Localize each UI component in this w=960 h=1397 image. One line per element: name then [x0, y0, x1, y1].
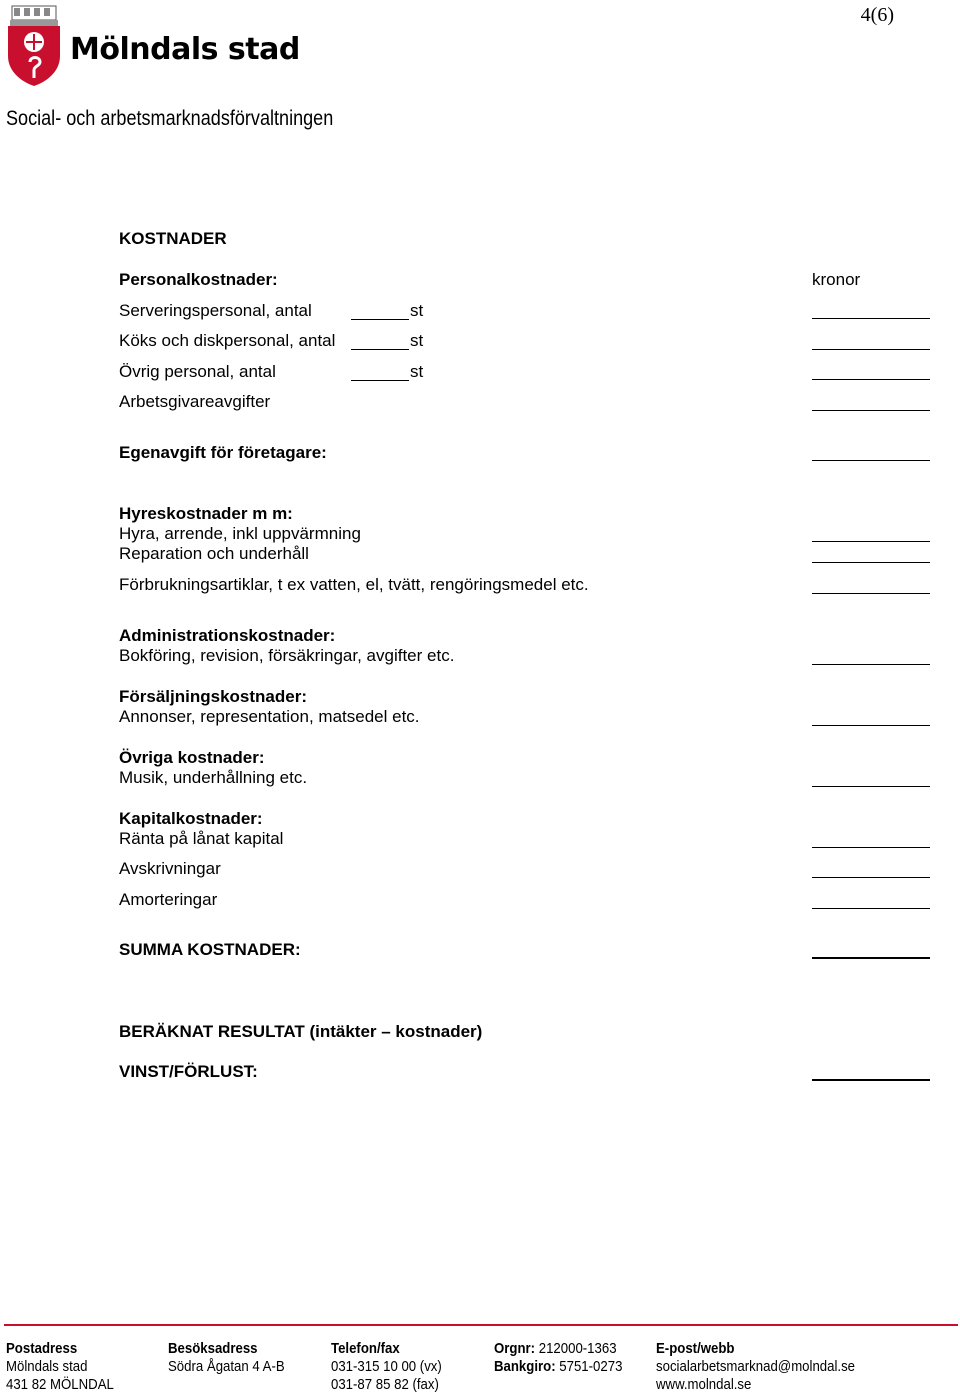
admin-heading: Administrationskostnader:	[119, 626, 336, 645]
amount-field-egenavgift[interactable]	[812, 460, 930, 461]
logo-text: Mölndals stad	[70, 32, 300, 67]
vinst-forlust: VINST/FÖRLUST:	[119, 1062, 258, 1081]
footer-postadress	[6, 1340, 114, 1394]
row-arbetsgivareavgifter: Arbetsgivareavgifter	[119, 392, 271, 411]
row-kokspersonal: Köks och diskpersonal, antal	[119, 331, 336, 350]
amount-field-reparation[interactable]	[812, 562, 930, 563]
personal-heading: Personalkostnader:	[119, 270, 278, 289]
department-name: Social- och arbetsmarknadsförvaltningen	[6, 107, 334, 130]
summa-kostnader: SUMMA KOSTNADER:	[119, 940, 301, 959]
hyra-heading: Hyreskostnader m m:	[119, 504, 293, 523]
currency-label: kronor	[812, 270, 861, 289]
footer-text: Södra Ågatan 4 A-B	[168, 1358, 285, 1375]
ovriga-heading: Övriga kostnader:	[119, 748, 265, 767]
count-field-ovrig[interactable]	[351, 380, 409, 381]
amount-field-avskrivningar[interactable]	[812, 877, 930, 878]
row-hyra: Hyra, arrende, inkl uppvärmning	[119, 524, 361, 543]
unit-label: st	[410, 331, 424, 350]
footer-text: 431 82 MÖLNDAL	[6, 1376, 114, 1393]
footer-label: Telefon/fax	[331, 1340, 400, 1357]
footer-epost	[656, 1340, 855, 1394]
row-amorteringar: Amorteringar	[119, 890, 218, 909]
amount-field-forsaljning[interactable]	[812, 725, 930, 726]
footer-label: E-post/webb	[656, 1340, 735, 1357]
page-number: 4(6)	[860, 4, 894, 26]
row-bokforing: Bokföring, revision, försäkringar, avgifter etc.	[119, 646, 455, 665]
unit-label: st	[410, 301, 424, 320]
footer-orgnr	[494, 1340, 622, 1376]
kapital-heading: Kapitalkostnader:	[119, 809, 263, 828]
footer-label: Besöksadress	[168, 1340, 258, 1357]
amount-field-admin[interactable]	[812, 664, 930, 665]
amount-field-ranta[interactable]	[812, 847, 930, 848]
amount-field-ovriga[interactable]	[812, 786, 930, 787]
footer-label: Postadress	[6, 1340, 78, 1357]
row-ovrig-personal: Övrig personal, antal	[119, 362, 276, 381]
row-avskrivningar: Avskrivningar	[119, 859, 221, 878]
row-serveringspersonal: Serveringspersonal, antal	[119, 301, 312, 320]
row-ranta: Ränta på lånat kapital	[119, 829, 284, 848]
footer-email-link[interactable]: socialarbetsmarknad@molndal.se	[656, 1358, 856, 1375]
row-musik: Musik, underhållning etc.	[119, 768, 308, 787]
egenavgift-heading: Egenavgift för företagare:	[119, 443, 327, 462]
count-field-koks[interactable]	[351, 349, 409, 350]
amount-field-summa[interactable]	[812, 957, 930, 959]
amount-field-amorteringar[interactable]	[812, 908, 930, 909]
footer-telefon	[331, 1340, 442, 1394]
forsaljning-heading: Försäljningskostnader:	[119, 687, 307, 706]
footer-label: Bankgiro:	[494, 1358, 556, 1375]
amount-field-koks[interactable]	[812, 349, 930, 350]
footer-text: 5751-0273	[559, 1358, 623, 1375]
footer-text: 031-87 85 82 (fax)	[331, 1376, 439, 1393]
amount-field-forbrukning[interactable]	[812, 593, 930, 594]
amount-field-hyra[interactable]	[812, 541, 930, 542]
city-shield-icon	[6, 4, 62, 88]
footer-besoksadress	[168, 1340, 285, 1376]
amount-field-arbetsgivare[interactable]	[812, 410, 930, 411]
amount-field-vinst[interactable]	[812, 1079, 930, 1081]
row-forbrukning: Förbrukningsartiklar, t ex vatten, el, tvätt, rengöringsmedel etc.	[119, 575, 589, 594]
footer-text: Mölndals stad	[6, 1358, 88, 1375]
amount-field-servering[interactable]	[812, 318, 930, 319]
footer-label: Orgnr:	[494, 1340, 536, 1357]
unit-label: st	[410, 362, 424, 381]
footer-rule	[4, 1324, 958, 1326]
beraknat-resultat: BERÄKNAT RESULTAT (intäkter – kostnader)	[119, 1022, 483, 1041]
footer-web-link[interactable]: www.molndal.se	[656, 1376, 752, 1393]
footer-text: 212000-1363	[538, 1340, 617, 1357]
row-reparation: Reparation och underhåll	[119, 544, 309, 563]
footer-text: 031-315 10 00 (vx)	[331, 1358, 442, 1375]
section-title: KOSTNADER	[119, 229, 227, 248]
amount-field-ovrig[interactable]	[812, 379, 930, 380]
count-field-servering[interactable]	[351, 319, 409, 320]
row-annonser: Annonser, representation, matsedel etc.	[119, 707, 420, 726]
molndal-logo	[6, 4, 300, 88]
